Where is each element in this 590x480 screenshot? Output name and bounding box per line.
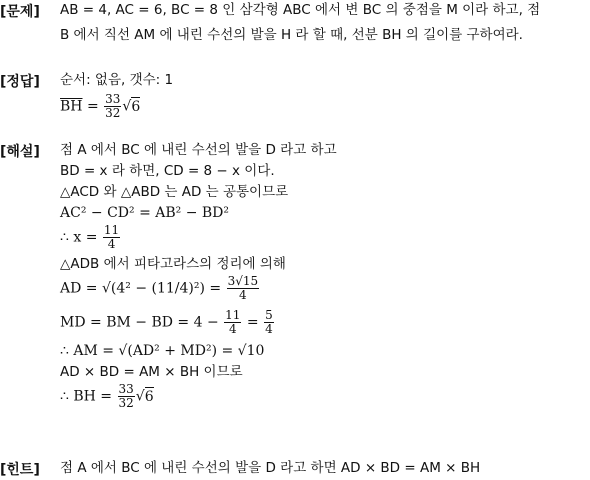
hint-text: 점 A 에서 BC 에 내린 수선의 발을 D 라고 하면 AD × BD = AM × BH [60,460,481,476]
problem-line-2: B 에서 직선 AM 에 내린 수선의 발을 H 라 할 때, 선분 BH 의 길이를 구하여라. [60,27,523,43]
answer-radicand: 6 [131,98,141,115]
answer-lhs: $\overline{BH}$ [60,98,83,115]
solution-line-10: AD × BD = AM × BH 이므로 [60,364,243,380]
solution-line-5: ∴ x = $\frac{11}{4}$ [60,223,120,251]
solution-line-3: △ACD 와 △ABD 는 AD 는 공통이므로 [60,184,289,200]
solution-line-1: 점 A 에서 BC 에 내린 수선의 발을 D 라고 하고 [60,142,337,158]
answer-fraction: $\frac{33}{32}$ [105,92,121,120]
solution-line-4: AC² − CD² = AB² − BD² [60,205,230,221]
solution-line-8: MD = BM − BD = 4 − $\frac{11}{4}$ = $\frac{5}{4}$ [60,308,273,336]
answer-label: [정답] [0,74,40,90]
solution-label: [해설] [0,144,40,160]
problem-label: [문제] [0,4,40,20]
hint-label: [힌트] [0,462,40,478]
answer-meta: 순서: 없음, 갯수: 1 [60,72,174,88]
solution-line-2: BD = x 라 하면, CD = 8 − x 이다. [60,163,275,179]
solution-line-11: ∴ BH = $\frac{33}{32}$ √6 [60,382,154,410]
answer-formula: $\overline{BH}$ = $\frac{33}{32}$ √6 [60,92,141,120]
solution-line-7: AD = √(4² − (11/4)²) = $\frac{3√15}{4}$ [60,274,259,302]
problem-line-1: AB = 4, AC = 6, BC = 8 인 삼각형 ABC 에서 변 BC 의 중점을 M 이라 하고, 점 [60,2,541,18]
solution-line-9: ∴ AM = √(AD² + MD²) = √10 [60,343,265,359]
solution-line-6: △ADB 에서 피타고라스의 정리에 의해 [60,256,286,272]
